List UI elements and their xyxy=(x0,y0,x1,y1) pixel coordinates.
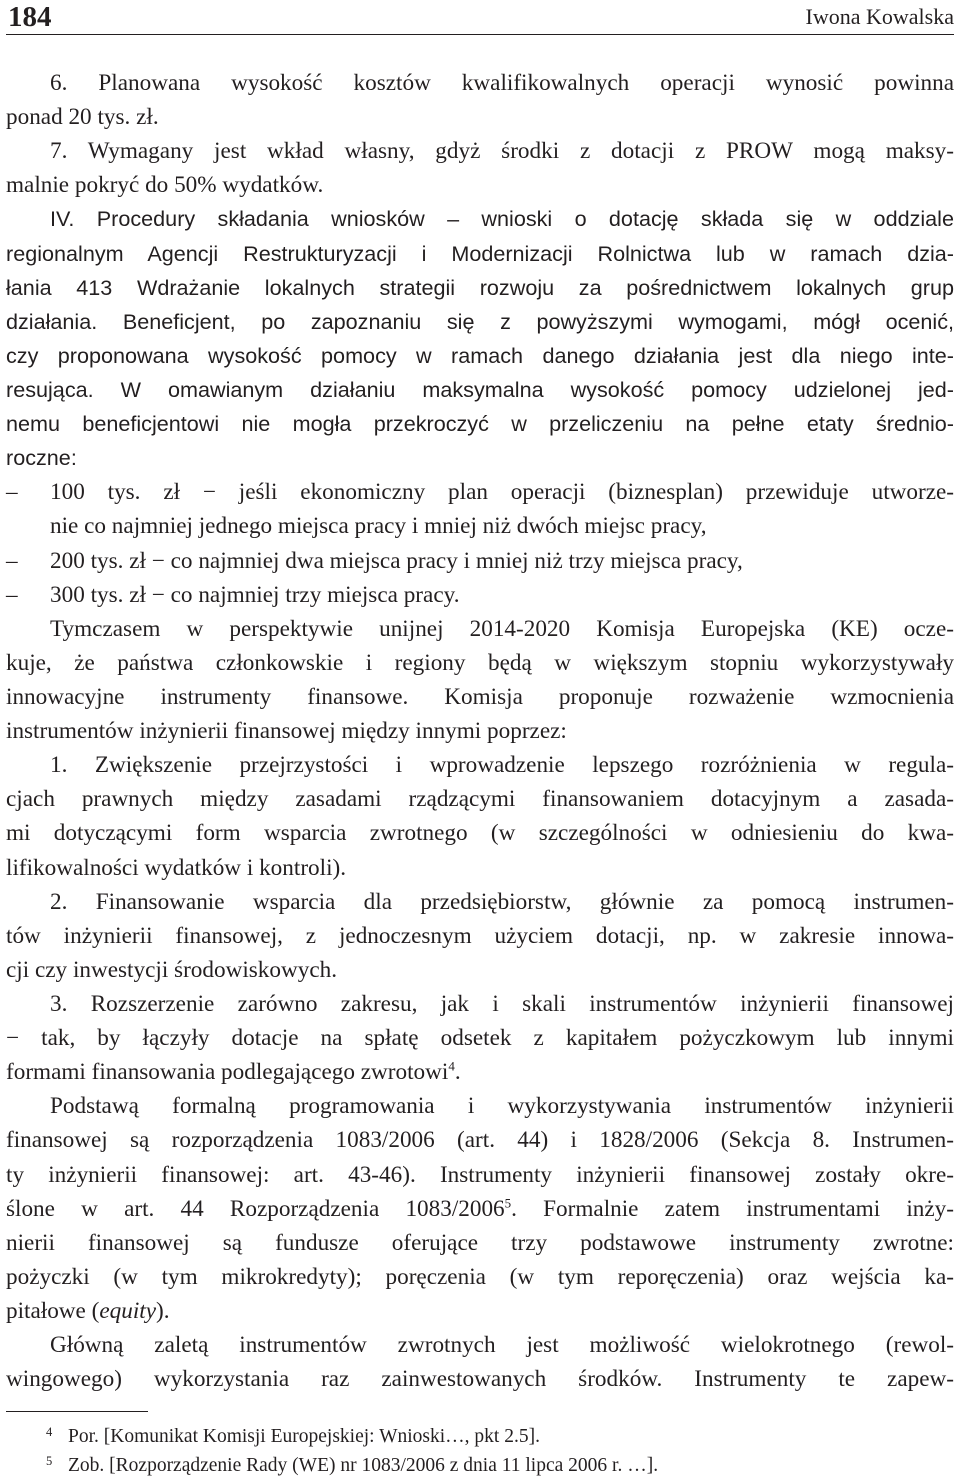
text-line xyxy=(6,919,954,953)
footnotes xyxy=(6,1422,954,1480)
footnote-reference: 4 xyxy=(448,1058,455,1074)
text-line xyxy=(6,680,954,714)
list-dash: – xyxy=(6,547,18,574)
line-text: − tak, by łączyły dotacje na spłatę odsetek z kapitałem pożyczkowym lub innymi xyxy=(6,1025,954,1052)
text-line xyxy=(6,100,954,134)
text-line xyxy=(6,1055,954,1089)
page-header xyxy=(6,0,954,35)
text-line xyxy=(6,782,954,816)
line-text: pożyczki (w tym mikrokredyty); poręczenia (w tym reporęczenia) oraz wejścia ka- xyxy=(6,1263,954,1290)
line-text: nemu beneficjentowi nie mogła przekroczyć w przeliczeniu na pełne etaty średnio- xyxy=(6,411,954,437)
line-text: łania 413 Wdrażanie lokalnych strategii rozwoju za pośrednictwem lokalnych grup xyxy=(6,274,954,300)
text-line xyxy=(6,373,954,407)
line-text: ponad 20 tys. zł. xyxy=(6,104,159,131)
line-text: 6. Planowana wysokość kosztów kwalifikowalnych operacji wynosić powinna xyxy=(50,70,954,96)
line-text: pitałowe ( xyxy=(6,1297,100,1324)
text-line xyxy=(6,237,954,271)
line-text: nierii finansowej są fundusze oferujące trzy podstawowe instrumenty zwrotne: xyxy=(6,1229,954,1256)
line-text: formami finansowania podlegającego zwrotowi xyxy=(6,1059,449,1086)
line-text: resująca. W omawianym działaniu maksymalna wysokość pomocy udzielonej jed- xyxy=(6,376,954,402)
line-text: 7. Wymagany jest wkład własny, gdyż środki z dotacji z PROW mogą maksy- xyxy=(50,138,954,165)
text-line xyxy=(6,168,954,202)
text-line xyxy=(6,339,954,373)
text-line xyxy=(6,1294,954,1328)
footnote xyxy=(6,1422,954,1451)
line-text: roczne: xyxy=(6,445,77,471)
text-line xyxy=(6,578,954,612)
line-text: Podstawą formalną programowania i wykorzystywania instrumentów inżynierii xyxy=(50,1093,954,1120)
page-number: 184 xyxy=(8,1,52,33)
line-text: malnie pokryć do 50% wydatków. xyxy=(6,172,324,199)
line-text: 300 tys. zł − co najmniej trzy miejsca pracy. xyxy=(50,581,460,608)
line-text-after: . xyxy=(454,1059,461,1086)
line-text: cji czy inwestycji środowiskowych. xyxy=(6,956,337,983)
line-text: cjach prawnych między zasadami rządzącymi finansowaniem dotacyjnym a zasada- xyxy=(6,786,954,813)
line-text: nie co najmniej jednego miejsca pracy i mniej niż dwóch miejsc pracy, xyxy=(50,513,707,540)
text-line xyxy=(6,66,954,100)
text-line xyxy=(6,646,954,680)
line-text: lifikowalności wydatków i kontroli). xyxy=(6,854,347,881)
text-line xyxy=(6,407,954,441)
list-dash: – xyxy=(6,581,18,608)
text-line xyxy=(6,1226,954,1260)
line-text: innowacyjne instrumenty finansowe. Komisja proponuje rozważenie wzmocnienia xyxy=(6,683,954,710)
line-text: Tymczasem w perspektywie unijnej 2014-2020 Komisja Europejska (KE) ocze- xyxy=(50,615,954,642)
text-line xyxy=(6,305,954,339)
line-text: finansowej są rozporządzenia 1083/2006 (art. 44) i 1828/2006 (Sekcja 8. Instrumen- xyxy=(6,1127,954,1154)
text-line xyxy=(6,544,954,578)
text-line xyxy=(6,714,954,748)
text-line xyxy=(6,202,954,236)
text-line xyxy=(6,1021,954,1055)
line-text: 200 tys. zł − co najmniej dwa miejsca pracy i mniej niż trzy miejsca pracy, xyxy=(50,547,743,574)
text-line xyxy=(6,1362,954,1396)
italic-term: equity xyxy=(99,1297,157,1324)
text-line xyxy=(6,612,954,646)
body-text xyxy=(6,66,954,1396)
line-text: 2. Finansowanie wsparcia dla przedsiębiorstw, głównie za pomocą instrumen- xyxy=(50,888,954,915)
line-text: regionalnym Agencji Restrukturyzacji i Modernizacji Rolnictwa lub w ramach dzia- xyxy=(6,240,954,266)
footnote-reference: 5 xyxy=(504,1194,512,1210)
footnote-text: Por. [Komunikat Komisji Europejskiej: Wnioski…, pkt 2.5]. xyxy=(68,1426,540,1447)
line-text: działania. Beneficjent, po zapoznaniu się z powyższymi wymogami, mógł ocenić, xyxy=(6,308,954,334)
text-line xyxy=(6,509,954,543)
text-line xyxy=(6,134,954,168)
text-line xyxy=(6,851,954,885)
text-line xyxy=(6,1192,954,1226)
line-text: kuje, że państwa członkowskie i regiony będą w większym stopniu wykorzystywały xyxy=(6,649,954,676)
text-line xyxy=(6,953,954,987)
line-text: IV. Procedury składania wniosków – wnioski o dotację składa się w oddziale xyxy=(50,206,954,232)
text-line xyxy=(6,475,954,509)
line-text: Główną zaletą instrumentów zwrotnych jest możliwość wielokrotnego (rewol- xyxy=(50,1332,954,1359)
running-head-author: Iwona Kowalska xyxy=(805,4,954,29)
line-text: instrumentów inżynierii finansowej między innymi poprzez: xyxy=(6,718,567,745)
footnote-text: Zob. [Rozporządzenie Rady (WE) nr 1083/2006 z dnia 11 lipca 2006 r. …]. xyxy=(68,1455,659,1476)
line-text: 1. Zwiększenie przejrzystości i wprowadzenie lepszego rozróżnienia w regula- xyxy=(50,752,954,779)
text-line xyxy=(6,987,954,1021)
footnote-divider xyxy=(6,1411,148,1412)
line-text: wingowego) wykorzystania raz zainwestowanych środków. Instrumenty te zapew- xyxy=(6,1366,954,1393)
text-line xyxy=(6,1089,954,1123)
text-line xyxy=(6,748,954,782)
text-line xyxy=(6,1158,954,1192)
text-line xyxy=(6,816,954,850)
line-text-after: ). xyxy=(156,1297,170,1324)
text-line xyxy=(6,885,954,919)
text-line xyxy=(6,1123,954,1157)
line-text: ślone w art. 44 Rozporządzenia 1083/2006 xyxy=(6,1195,505,1222)
footnote-number: 5 xyxy=(46,1454,53,1468)
line-text: 100 tys. zł − jeśli ekonomiczny plan operacji (biznesplan) przewiduje utworze- xyxy=(50,479,954,506)
text-line xyxy=(6,1260,954,1294)
footnote xyxy=(6,1451,954,1480)
line-text: ty inżynierii finansowej: art. 43-46). Instrumenty inżynierii finansowej zostały okre- xyxy=(6,1161,954,1188)
text-line xyxy=(6,1328,954,1362)
line-text: czy proponowana wysokość pomocy w ramach danego działania jest dla niego inte- xyxy=(6,342,954,368)
line-text: mi dotyczącymi form wsparcia zwrotnego (w szczególności w odniesieniu do kwa- xyxy=(6,820,954,847)
line-text: tów inżynierii finansowej, z jednoczesnym użyciem dotacji, np. w zakresie innowa- xyxy=(6,922,954,949)
text-line xyxy=(6,271,954,305)
list-dash: – xyxy=(6,479,18,506)
line-text: 3. Rozszerzenie zarówno zakresu, jak i skali instrumentów inżynierii finansowej xyxy=(50,990,954,1017)
line-text-after: . Formalnie zatem instrumentami inży- xyxy=(511,1195,954,1222)
text-line xyxy=(6,441,954,475)
footnote-number: 4 xyxy=(46,1425,53,1439)
